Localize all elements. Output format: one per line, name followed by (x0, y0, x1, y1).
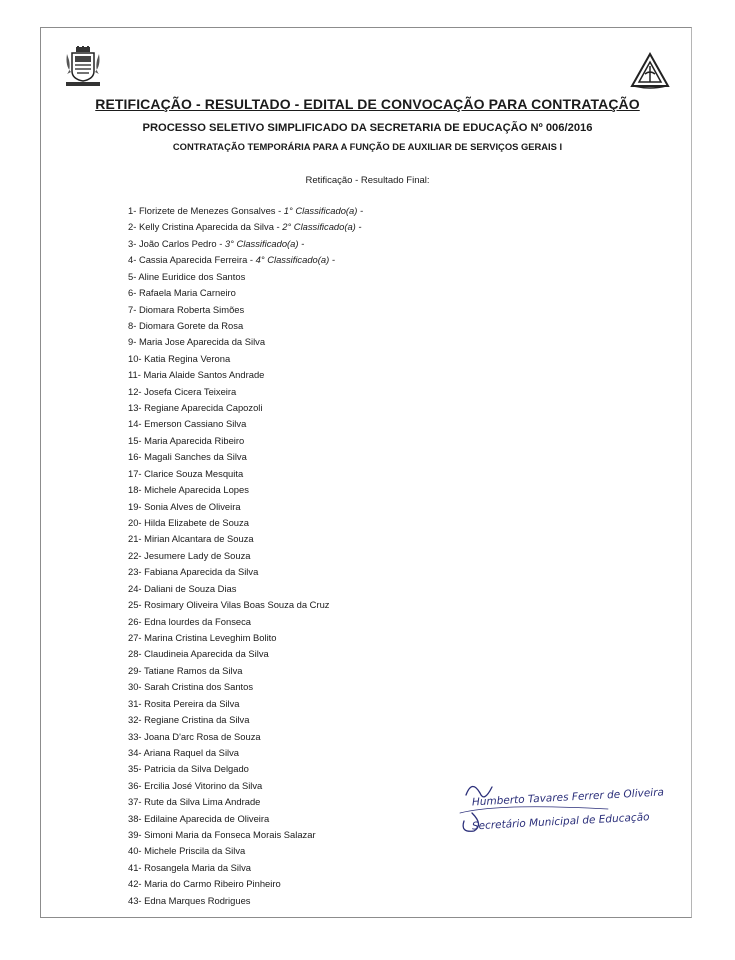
candidate-name: 32- Regiane Cristina da Silva (128, 714, 250, 726)
list-item (128, 384, 363, 400)
candidate-name: 27- Marina Cristina Leveghim Bolito (128, 631, 277, 643)
page-title: RETIFICAÇÃO - RESULTADO - EDITAL DE CONVOCAÇÃO PARA CONTRATAÇÃO (95, 96, 640, 112)
candidate-name: 40- Michele Priscila da Silva (128, 845, 246, 857)
list-item (128, 482, 363, 498)
list-item (128, 811, 363, 827)
classification-note: 4° Classificado(a) - (255, 254, 335, 266)
candidate-name: 29- Tatiane Ramos da Silva (128, 664, 243, 676)
list-item (128, 302, 363, 318)
candidate-name: 42- Maria do Carmo Ribeiro Pinheiro (128, 878, 281, 890)
list-item (128, 663, 363, 679)
list-item (128, 564, 363, 580)
list-item (128, 893, 363, 909)
list-item (128, 318, 363, 334)
signature (458, 773, 665, 843)
candidate-name: 36- Ercilia José Vitorino da Silva (128, 779, 263, 791)
candidate-name: 43- Edna Marques Rodrigues (128, 894, 251, 906)
candidate-name: 20- Hilda Elizabete de Souza (128, 517, 249, 529)
list-item (128, 499, 363, 515)
list-item (128, 236, 363, 252)
candidate-name: 30- Sarah Cristina dos Santos (128, 681, 254, 693)
candidate-name: 24- Daliani de Souza Dias (128, 582, 237, 594)
candidate-name: 23- Fabiana Aparecida da Silva (128, 566, 259, 578)
list-item (128, 729, 363, 745)
list-item (128, 252, 363, 268)
candidate-name: 38- Edilaine Aparecida de Oliveira (128, 812, 270, 824)
list-item (128, 466, 363, 482)
candidate-name: 7- Diomara Roberta Simões (128, 303, 245, 315)
candidate-name: 13- Regiane Aparecida Capozoli (128, 402, 263, 414)
classification-note: 1° Classificado(a) - (283, 205, 364, 216)
candidate-name: 19- Sonia Alves de Oliveira (128, 500, 241, 512)
list-item (128, 778, 363, 794)
candidate-name: 9- Maria Jose Aparecida da Silva (128, 336, 266, 348)
list-item (128, 827, 363, 843)
list-item (128, 531, 363, 547)
list-item (128, 416, 363, 432)
candidate-name: 8- Diomara Gorete da Rosa (128, 319, 244, 331)
candidate-name: 16- Magali Sanches da Silva (128, 451, 247, 463)
candidate-name: 35- Patricia da Silva Delgado (128, 763, 249, 775)
candidate-name: 12- Josefa Cicera Teixeira (128, 385, 237, 397)
candidate-name: 3- João Carlos Pedro - (128, 237, 225, 249)
list-item (128, 843, 363, 859)
list-item (128, 367, 363, 383)
candidate-name: 4- Cassia Aparecida Ferreira - (128, 254, 256, 266)
section-label: Retificação - Resultado Final: (305, 175, 430, 186)
list-item (128, 696, 363, 712)
list-item (128, 712, 363, 728)
candidate-name: 39- Simoni Maria da Fonseca Morais Salazar (128, 829, 316, 841)
list-item (128, 515, 363, 531)
list-item (128, 219, 363, 235)
list-item (128, 449, 363, 465)
list-item (128, 548, 363, 564)
candidate-name: 28- Claudineia Aparecida da Silva (128, 648, 269, 660)
candidate-name: 33- Joana D'arc Rosa de Souza (128, 730, 261, 742)
list-item (128, 876, 363, 892)
list-item (128, 630, 363, 646)
classification-note: 3° Classificado(a) - (224, 237, 305, 249)
list-item (128, 203, 363, 219)
list-item (128, 581, 363, 597)
list-item (128, 761, 363, 777)
list-item (128, 334, 363, 350)
candidate-name: 15- Maria Aparecida Ribeiro (128, 434, 245, 446)
list-item (128, 745, 363, 761)
candidate-name: 17- Clarice Souza Mesquita (128, 467, 244, 479)
list-item (128, 679, 363, 695)
municipal-crest-icon (63, 46, 103, 88)
candidate-name: 26- Edna lourdes da Fonseca (128, 615, 251, 627)
process-subtitle: PROCESSO SELETIVO SIMPLIFICADO DA SECRETARIA DE EDUCAÇÃO Nº 006/2016 (142, 122, 593, 134)
list-item (128, 614, 363, 630)
candidate-name: 41- Rosangela Maria da Silva (128, 861, 251, 873)
signature-line-1: Humberto Tavares Ferrer de Oliveira (471, 786, 665, 809)
results-list (128, 203, 363, 909)
function-subtitle: CONTRATAÇÃO TEMPORÁRIA PARA A FUNÇÃO DE AUXILIAR DE SERVIÇOS GERAIS I (172, 141, 563, 152)
classification-note: 2° Classificado(a) - (282, 221, 362, 233)
list-item (128, 646, 363, 662)
candidate-name: 34- Ariana Raquel da Silva (128, 746, 240, 758)
list-item (128, 794, 363, 810)
candidate-name: 31- Rosita Pereira da Silva (128, 697, 240, 709)
candidate-name: 25- Rosimary Oliveira Vilas Boas Souza da Cruz (128, 599, 330, 611)
list-item (128, 269, 363, 285)
list-item (128, 285, 363, 301)
list-item (128, 400, 363, 416)
candidate-name: 21- Mirian Alcantara de Souza (128, 533, 254, 545)
candidate-name: 22- Jesumere Lady de Souza (128, 549, 251, 561)
list-item (128, 351, 363, 367)
candidate-name: 11- Maria Alaide Santos Andrade (128, 369, 265, 381)
candidate-name: 1- Florizete de Menezes Gonsalves - (128, 205, 284, 216)
candidate-name: 18- Michele Aparecida Lopes (128, 484, 249, 496)
candidate-name: 5- Aline Euridice dos Santos (128, 270, 246, 282)
candidate-name: 14- Emerson Cassiano Silva (128, 418, 247, 430)
signature-line-2: Secretário Municipal de Educação (471, 811, 650, 833)
candidate-name: 6- Rafaela Maria Carneiro (128, 287, 236, 299)
list-item (128, 860, 363, 876)
list-item (128, 597, 363, 613)
education-emblem-icon (630, 52, 670, 90)
candidate-name: 10- Katia Regina Verona (128, 352, 231, 364)
candidate-name: 37- Rute da Silva Lima Andrade (128, 796, 261, 808)
candidate-name: 2- Kelly Cristina Aparecida da Silva - (128, 221, 283, 233)
list-item (128, 433, 363, 449)
